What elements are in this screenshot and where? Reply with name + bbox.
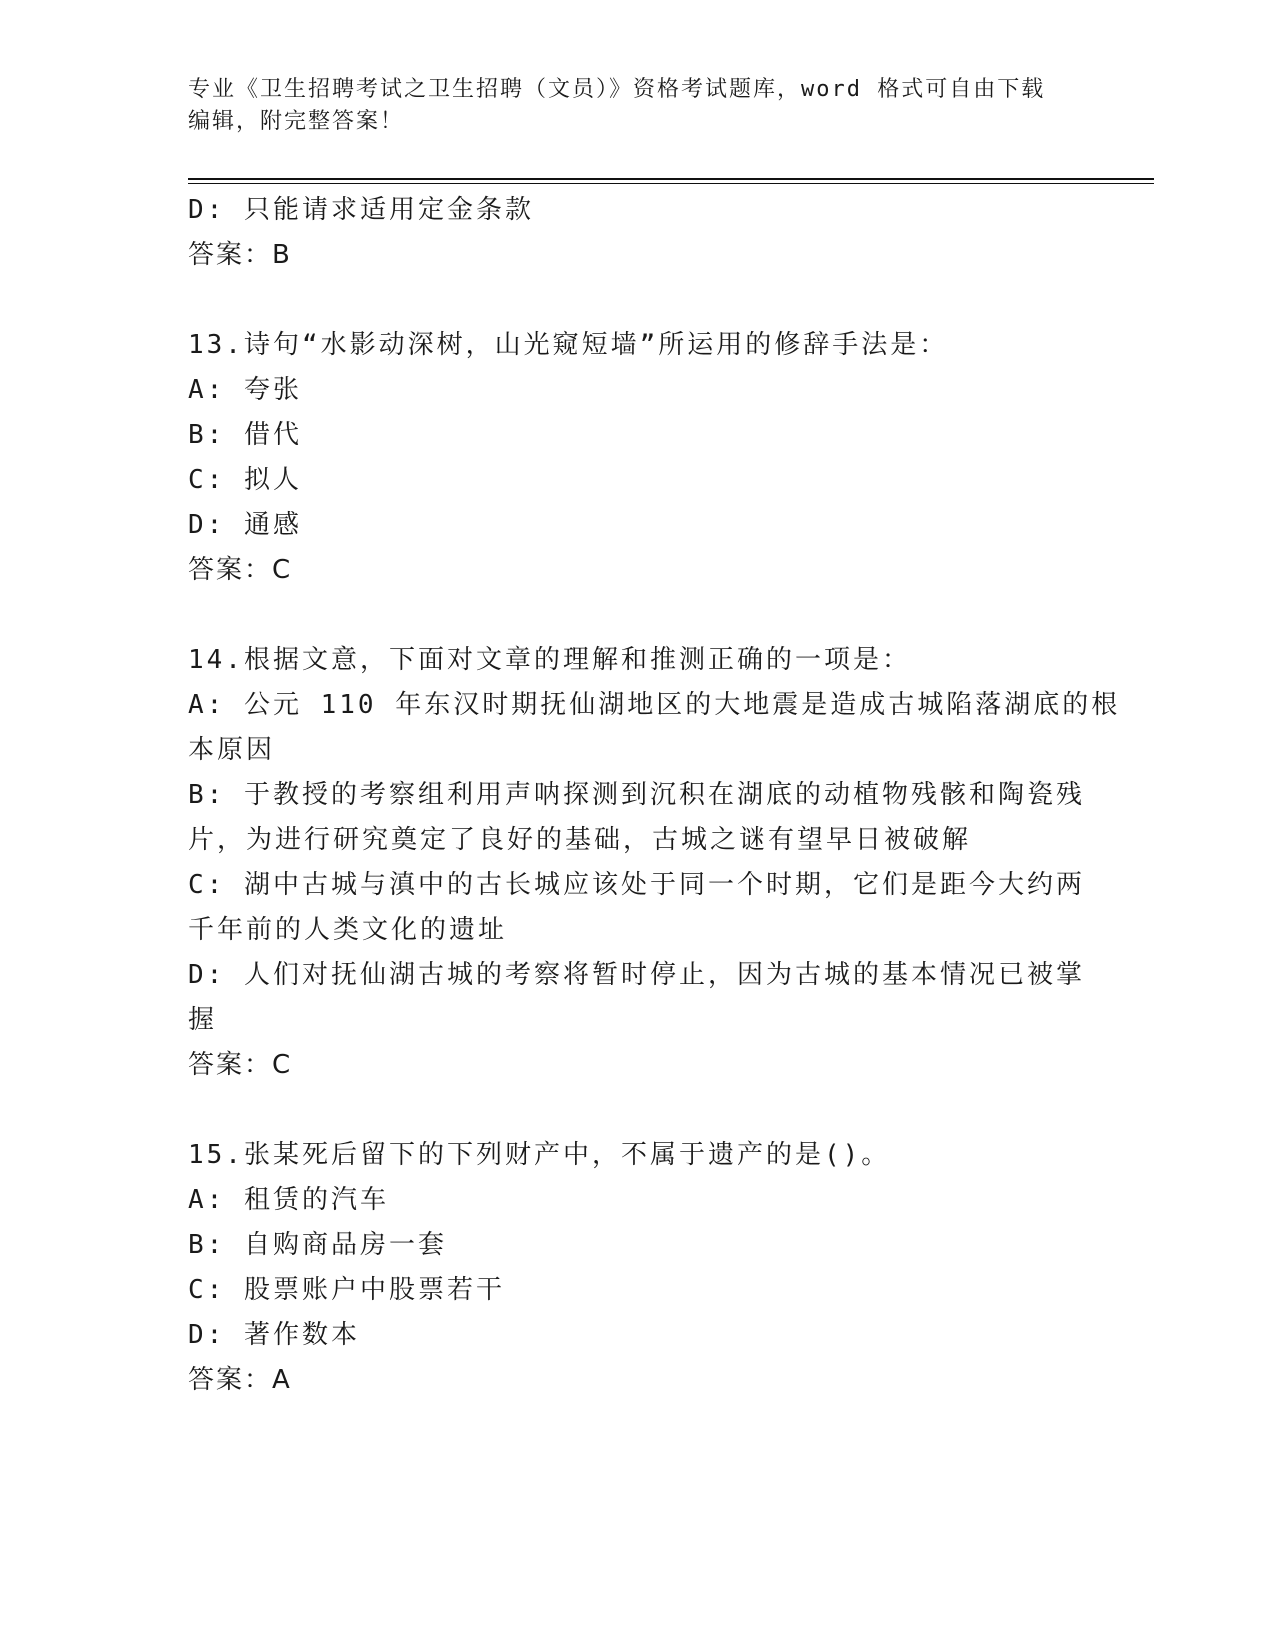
spacer [188,278,1088,323]
question-13-option-d: D: 通感 [188,510,302,540]
prev-option-d: D: 只能请求适用定金条款 [188,195,534,225]
question-13-option-b: B: 借代 [188,420,302,450]
spacer [188,593,1088,638]
question-14-option-a-line2: 本原因 [188,735,276,765]
question-15-option-b: B: 自购商品房一套 [188,1230,447,1260]
question-14-option-b-line1: B: 于教授的考察组利用声呐探测到沉积在湖底的动植物残骸和陶瓷残 [188,780,1085,810]
question-13 [188,323,1088,593]
question-13-option-c: C: 拟人 [188,465,302,495]
question-14-option-c-line1: C: 湖中古城与滇中的古长城应该处于同一个时期，它们是距今大约两 [188,870,1085,900]
document-header [188,74,1068,138]
question-15-option-d: D: 著作数本 [188,1320,360,1350]
question-15-option-c: C: 股票账户中股票若干 [188,1275,505,1305]
question-14 [188,638,1121,1088]
question-15 [188,1133,1088,1403]
question-14-option-b-line2: 片，为进行研究奠定了良好的基础，古城之谜有望早日被破解 [188,825,972,855]
question-14-option-d-line2: 握 [188,1005,218,1035]
spacer [188,1088,1088,1133]
question-13-option-a: A: 夸张 [188,375,302,405]
question-14-option-c-line2: 千年前的人类文化的遗址 [188,915,508,945]
question-14-answer: 答案：C [188,1050,293,1080]
prev-answer: 答案：B [188,240,292,270]
question-15-option-a: A: 租赁的汽车 [188,1185,389,1215]
header-divider-thick [188,178,1154,180]
question-content [188,188,1121,1403]
header-line-1: 专业《卫生招聘考试之卫生招聘（文员）》资格考试题库，word 格式可自由下载 [188,77,1046,102]
question-13-answer: 答案：C [188,555,293,585]
question-14-option-a-line1: A: 公元 110 年东汉时期抚仙湖地区的大地震是造成古城陷落湖底的根 [188,690,1121,720]
header-divider-thin [188,183,1154,184]
question-13-stem: 13.诗句“水影动深树，山光窥短墙”所运用的修辞手法是： [188,330,949,360]
question-14-option-d-line1: D: 人们对抚仙湖古城的考察将暂时停止，因为古城的基本情况已被掌 [188,960,1085,990]
question-15-stem: 15.张某死后留下的下列财产中，不属于遗产的是()。 [188,1140,891,1170]
header-line-2: 编辑，附完整答案！ [188,109,405,134]
question-14-stem: 14.根据文意，下面对文章的理解和推测正确的一项是： [188,645,911,675]
question-15-answer: 答案：A [188,1365,292,1395]
